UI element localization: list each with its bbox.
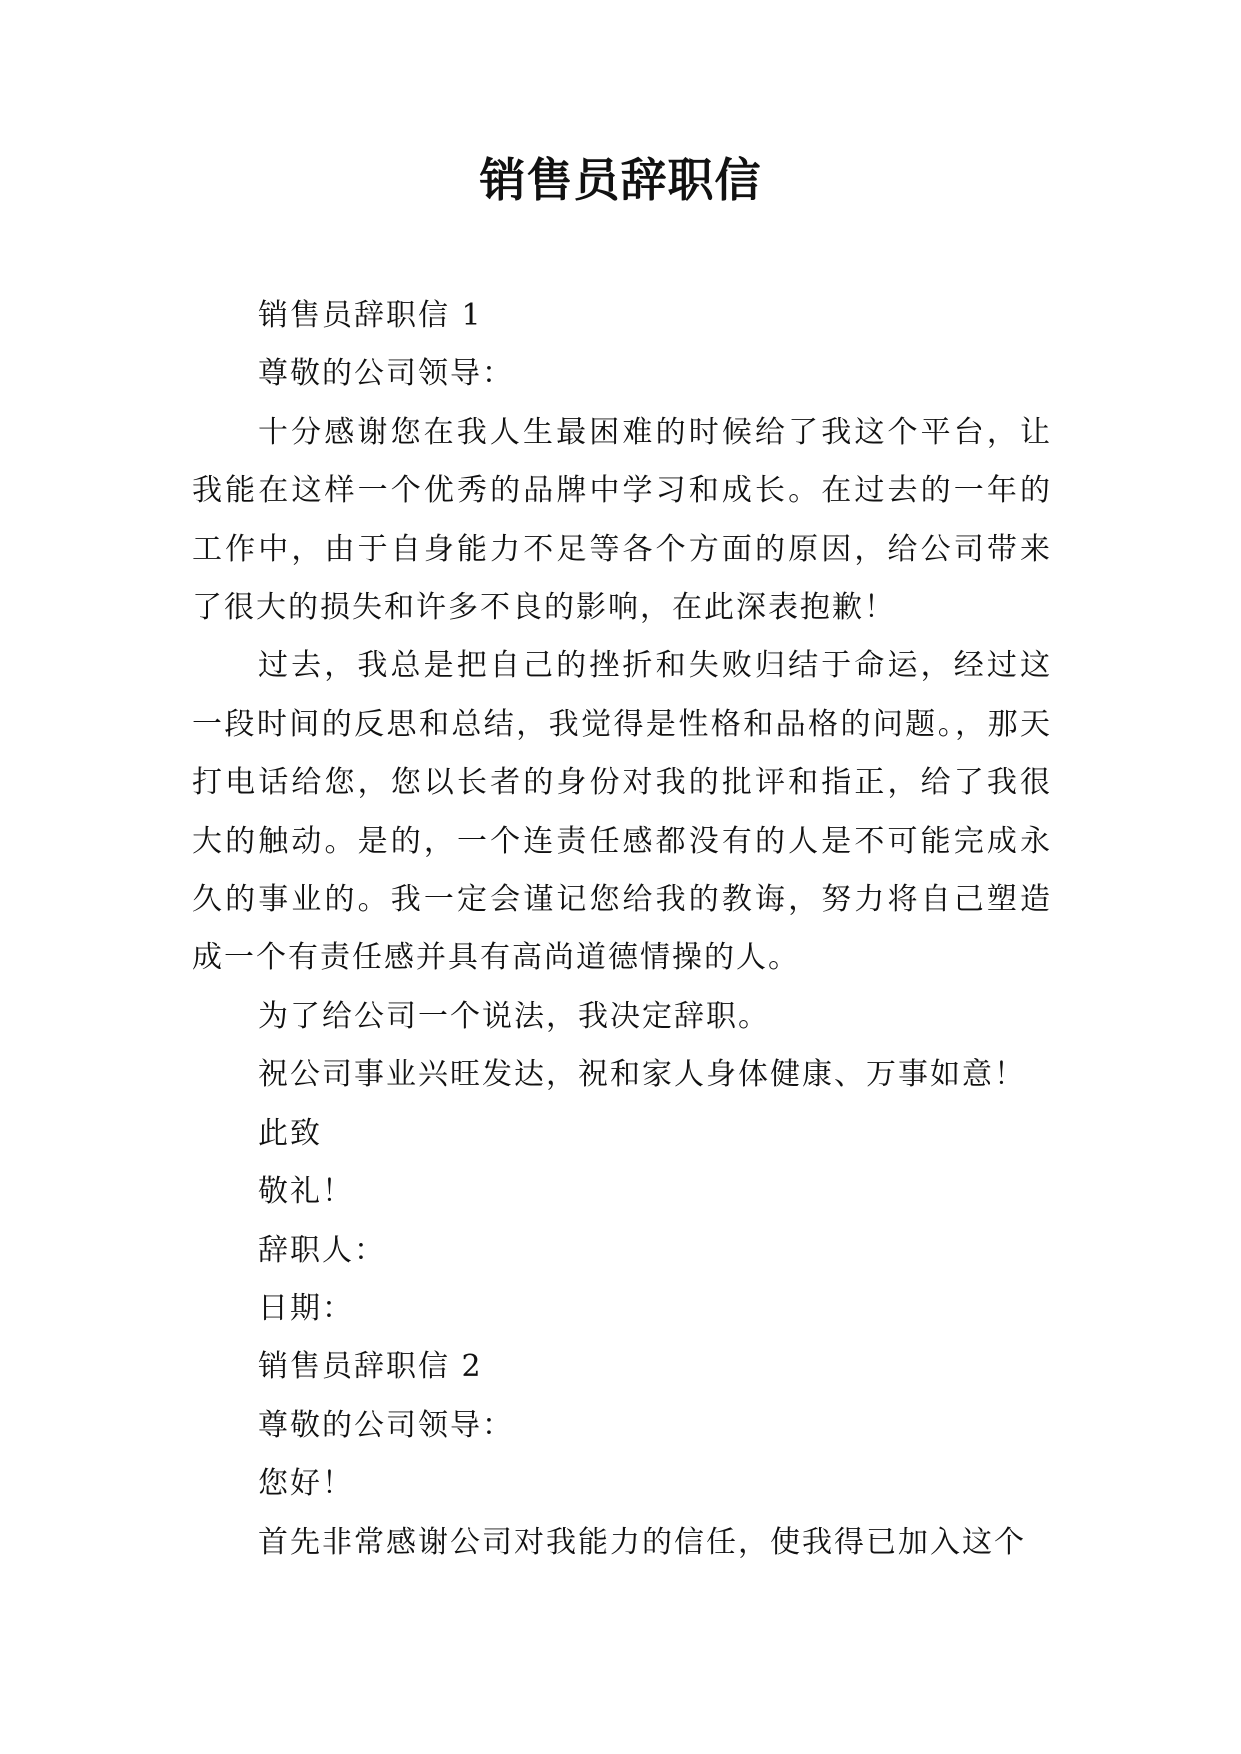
- salutation: 尊敬的公司领导：: [258, 356, 514, 392]
- paragraph-wishes: 祝公司事业兴旺发达，祝和家人身体健康、万事如意！: [258, 1057, 1026, 1093]
- salutation-2: 尊敬的公司领导：: [258, 1407, 514, 1443]
- document-title: 销售员辞职信: [479, 153, 762, 207]
- closing-line: 此致: [258, 1115, 322, 1151]
- section-heading-2: 销售员辞职信 2: [258, 1349, 483, 1385]
- paragraph-decision: 为了给公司一个说法，我决定辞职。: [258, 998, 770, 1034]
- greeting: 您好！: [258, 1466, 354, 1502]
- signature-line: 辞职人：: [258, 1232, 386, 1268]
- document-body: [192, 287, 1052, 1572]
- paragraph-reflection: 过去，我总是把自己的挫折和失败归结于命运，经过这一段时间的反思和总结，我觉得是性格和品格的问题。，那天打电话给您，您以长者的身份对我的批评和指正，给了我很大的触动。是的，一个连责任感都没有的人是不可能完成永久的事业的。我一定会谨记您给我的教诲，努力将自己塑造成一个有责任感并具有高尚道德情操的人。: [192, 648, 1052, 976]
- paragraph-gratitude: 十分感谢您在我人生最困难的时候给了我这个平台，让我能在这样一个优秀的品牌中学习和成长。在过去的一年的工作中，由于自身能力不足等各个方面的原因，给公司带来了很大的损失和许多不良的影响，在此深表抱歉！: [192, 414, 1052, 626]
- date-line: 日期：: [258, 1290, 354, 1326]
- section-heading-1: 销售员辞职信 1: [258, 298, 483, 333]
- paragraph-opening-2: 首先非常感谢公司对我能力的信任，使我得已加入这个: [258, 1524, 1026, 1560]
- closing-regards: 敬礼！: [258, 1174, 354, 1210]
